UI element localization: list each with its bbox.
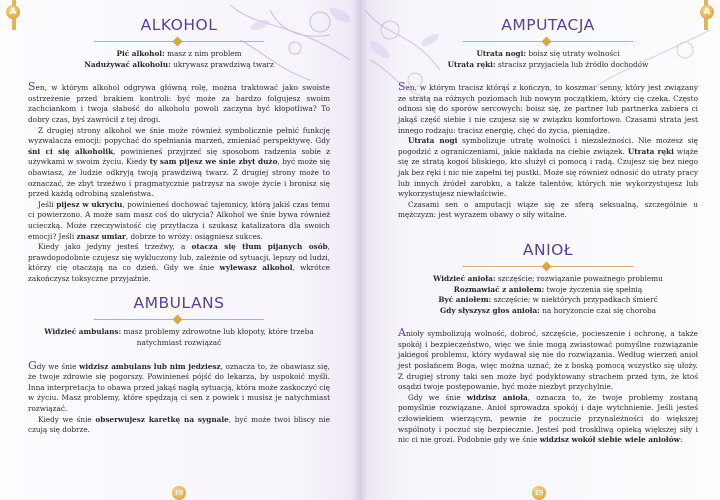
entry-aniol: [398, 241, 698, 446]
paragraph: Czasami sen o amputacji wiąże się ze sferą seksualną, szczególnie u mężczyzn: jest wyrazem obawy o siły witalne.: [398, 199, 698, 220]
entry-title: AMPUTACJA: [501, 16, 595, 34]
corner-marker-left: [0, 0, 22, 22]
paragraph: Sen, w którym alkohol odgrywa główną rolę, można traktować jako swoiste ostrzeżenie przed brakiem kontroli: być może za bardzo folgujesz swoim zachciankom i twoja słabość do alkoholu powoli zaczyna być kłopotliwa? To dobry czas, byś zawrócił z tej drogi.: [28, 80, 330, 124]
paragraph: Anioły symbolizują wolność, dobroć, szczęście, pocieszenie i ochronę, a także spokój i bezpieczeństwo, więc we śnie mogą zwiastować pomyślne rozwiązanie jakiegoś problemu, który wydawał się nie do rozwiązania. Według wierzeń anioł jest posłańcem Boga, więc można uznać, że z boską pomocą wszystko się ułoży. Z drugiej strony taki sen może być podyktowany strachem przed tym, że ktoś osądzi twoje postępowanie, być może niezbyt przychylnie.: [398, 326, 698, 392]
corner-marker-right: [698, 0, 720, 22]
entry-alkohol: [28, 16, 330, 284]
corner-letter-badge: A: [700, 5, 714, 19]
entry-ambulans: [28, 294, 330, 435]
key-meanings: Widzieć ambulans: masz problemy zdrowotne lub kłopoty, które trzeba natychmiast rozwiązać: [44, 327, 314, 348]
key-meanings: Utrata nogi: boisz się utraty wolności Utrata ręki: stracisz przyjaciela lub źródło dochodów: [447, 49, 649, 69]
ornament-divider: [463, 38, 633, 46]
ornament-divider: [463, 263, 633, 271]
paragraph: Gdy we śnie widzisz ambulans lub nim jedziesz, oznacza to, że obawiasz się, że twoje zdrowie się pogorszy. Powinieneś pójść do lekarza, by uspokoić myśli. Inna interpretacja to obawa przed jakąś nagłą sytuacją, która może zaskoczyć cię w życiu. Masz problemy, które spędzają ci sen z powiek i musisz je natychmiast rozwiązać.: [28, 358, 330, 414]
page-number: 19: [532, 486, 546, 500]
key-meanings: Widzieć anioła: szczęście; rozwiązanie poważnego problemu Rozmawiać z aniołem: twoje życzenia się spełnią Być aniołem: szczęście; w niektórych przypadkach śmierć Gdy słyszysz głos anioła: na horyzoncie czai się choroba: [433, 273, 663, 315]
paragraph: Sen, w którym tracisz którąś z kończyn, to koszmar senny, który jest związany ze stratą na różnych poziomach lub nowym początkiem, który cię czeka. Często odnosi się do sporów sercowych: boisz się, że partner lub partnerka zabiera ci jakąś część siebie i nie czujesz się w związku komfortowo. Czasami strata jest innego rodzaju: tracisz energię, chęć do życia, pieniądze.: [398, 80, 698, 135]
entry-title: AMBULANS: [133, 294, 225, 313]
corner-letter-badge: A: [6, 5, 20, 19]
paragraph: Gdy we śnie widzisz anioła, oznacza to, że twoje problemy zostaną pomyślnie rozwiązane. Anioł sprowadza spokój i daje wytchnienie. Jeśli jesteś człowiekiem wierzącym, pewnie że poczucie przynależności do większej wspólnoty i poczuć się bezpiecznie. Jesteś pod troskliwą opieką większej siły i nic ci nie grozi. Podobnie gdy we śnie widzisz wokół siebie wiele aniołów:: [398, 392, 698, 445]
key-meanings: Pić alkohol: masz z nim problem Nadużywać alkoholu: ukrywasz prawdziwą twarz: [84, 49, 274, 69]
paragraph: Kiedy we śnie obserwujesz karetkę na sygnale, być może twoi bliscy nie czują się dobrze.: [28, 414, 331, 435]
page-number: 18: [172, 486, 186, 500]
ornament-divider: [94, 38, 264, 46]
right-page: [360, 0, 720, 500]
paragraph: Jeśli pijesz w ukryciu, powinieneś dochować tajemnicy, którą jakiś czas temu ci powierzono. A może sam masz coś do ukrycia? Alkohol we śnie bywa również ucieczką. Może rzeczywistość cię przytłacza i szukasz katalizatora dla swoich emocji? Jeśli znasz umiar, dobrze to wróży: osiągniesz sukces.: [28, 199, 330, 241]
entry-amputacja: [398, 16, 698, 221]
paragraph: Z drugiej strony alkohol we śnie może również symbolicznie pełnić funkcję wyzwalacza emocji: popychać do spełniania marzeń, zmieniać perspektywę. Gdy śni ci się alkoholik, powinieneś przyjrzeć się sposobom radzenia sobie z używkami w swoim życiu. Kiedy ty sam pijesz we śnie zbyt dużo, być może się obawiasz, że ludzie odkryją twoją prawdziwą twarz. Z drugiej strony może to oznaczać, że zbyt trzeźwo i pragmatycznie patrzysz na swoje życie i bronisz się przed każdą odrobiną szaleństwa.: [28, 125, 330, 199]
entry-title: ANIOŁ: [522, 240, 574, 259]
paragraph: Kiedy jako jedyny jesteś trzeźwy, a otacza się tłum pijanych osób, prawdopodobnie czujesz się wykluczony lub, zależnie od sytuacji, lepszy od ludzi, którzy cię otaczają na co dzień. Gdy we śnie wylewasz alkohol, wkrótce zakończysz toksyczne przyjaźnie.: [28, 242, 330, 283]
ornament-divider: [94, 316, 264, 324]
entry-title: ALKOHOL: [140, 16, 218, 34]
paragraph: Utrata nogi symbolizuje utratę wolności i niezależności. Nie możesz się pogodzić z ograniczeniami, jakie nakłada na ciebie związek. Utrata ręki wiąże się ze stratą kogoś bliskiego, kto służył ci pomocą i radą. Czujesz się bez niego jak bez ręki i nic nie zapełni tej pustki. Może się również odnosić do utraty pracy lub innych źródeł zarobku, a także talentów, których nie wykorzystujesz lub wykorzystujesz niewłaściwie.: [398, 136, 698, 199]
